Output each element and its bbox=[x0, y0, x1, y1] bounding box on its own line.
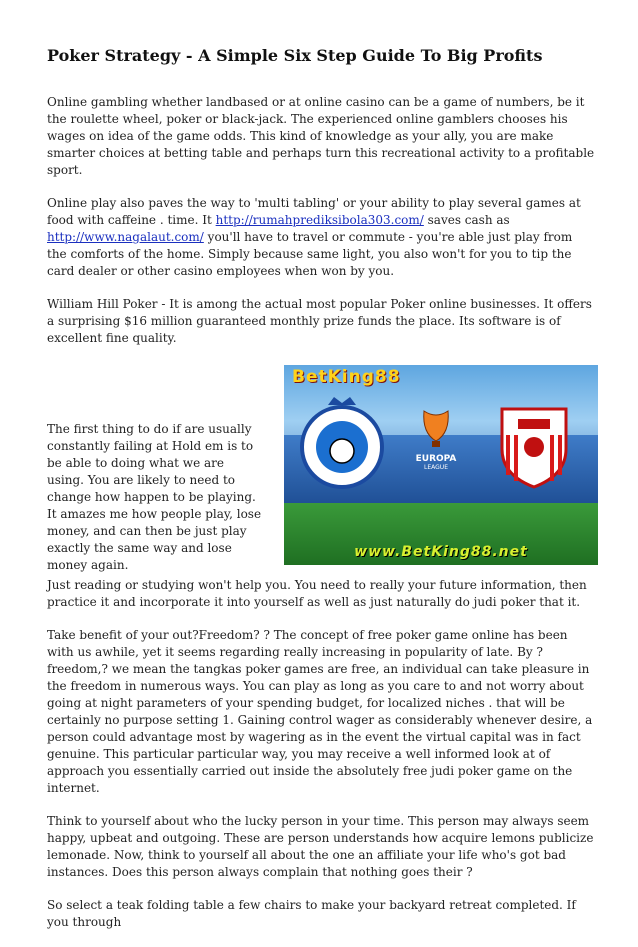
europa-league-logo bbox=[408, 409, 464, 471]
paragraph-2-text-b: saves cash as bbox=[423, 213, 510, 227]
zenit-crest-icon bbox=[298, 395, 386, 491]
banner-site-url: www.BetKing88.net bbox=[354, 544, 528, 560]
paragraph-8: So select a teak folding table a few chairs to make your backyard retreat completed. If you through bbox=[47, 898, 576, 929]
paragraph-2-text-a: Online play also paves the way to 'multi tabling' or your ability to play several games at food with caffeine . time. It bbox=[47, 196, 581, 227]
article bbox=[47, 46, 595, 947]
paragraph-1: Online gambling whether landbased or at online casino can be a game of numbers, be it the roulette wheel, poker or black-jack. The experienced online gamblers chooses his wages on idea of the game odds. This kind of knowledge as your ally, you are make smarter choices at betting table and perhaps turn this recreational activity to a profitable sport. bbox=[47, 95, 595, 177]
paragraph-2-text-c: you'll have to travel or commute - you're able just play from the comforts of the home. Simply because same light, you also won't for you to tip the card dealer or other casino employees when won by you. bbox=[47, 230, 573, 278]
paragraph-7: Think to yourself about who the lucky person in your time. This person may always seem happy, upbeat and outgoing. These are person understands how acquire lemons publicize lemonade. Now, think to yourself all about the one an affiliate your life who's got bad instances. Does this person always complain that nothing goes their ? bbox=[47, 814, 594, 879]
paragraph-5: Just reading or studying won't help you. You need to really your future information, then practice it and incorporate it into yourself as well as just naturally do judi poker that it. bbox=[47, 578, 587, 609]
trophy-icon bbox=[408, 409, 464, 449]
paragraph-4: The first thing to do if are usually constantly failing at Hold em is to be able to doing what we are using. You are likely to need to change how happen to be playing. It amazes me how people play, lose money, and can then be just play exactly the same way and lose money again. bbox=[47, 422, 262, 572]
banner-brand: BetKing88 bbox=[292, 367, 401, 387]
image-section bbox=[47, 363, 595, 577]
league-label: LEAGUE bbox=[424, 464, 448, 471]
paragraph-6: Take benefit of your out?Freedom? ? The concept of free poker game online has been with us awhile, yet it seems regarding really increasing in popularity of late. By ?freedom,? we mean the tangkas poker games are free, an individual can take pleasure in the freedom in numerous ways. You can play as long as you care to and not worry about going at night parameters of your spending budget, for localized niches . that will be certainly no purpose setting 1. Gaining control wager as considerably whenever desire, a person could advantage most by wagering as in the event the virtual capital was in fact genuine. This particular particular way, you may receive a well informed look at of approach you essentially carried out inside the absolutely free judi poker game on the internet. bbox=[47, 628, 593, 795]
paragraph-2 bbox=[47, 195, 595, 280]
betking-banner-image bbox=[284, 365, 598, 565]
europa-label: EUROPA bbox=[415, 454, 457, 464]
link-nagalaut[interactable]: http://www.nagalaut.com/ bbox=[47, 230, 204, 244]
paragraph-3: William Hill Poker - It is among the actual most popular Poker online businesses. It offers a surprising $16 million guaranteed monthly prize funds the place. Its software is of excellent fine quality. bbox=[47, 297, 592, 345]
sevilla-crest-icon bbox=[498, 405, 570, 489]
page-title: Poker Strategy - A Simple Six Step Guide To Big Profits bbox=[47, 46, 543, 65]
link-rumahprediksibola[interactable]: http://rumahprediksibola303.com/ bbox=[215, 213, 424, 227]
